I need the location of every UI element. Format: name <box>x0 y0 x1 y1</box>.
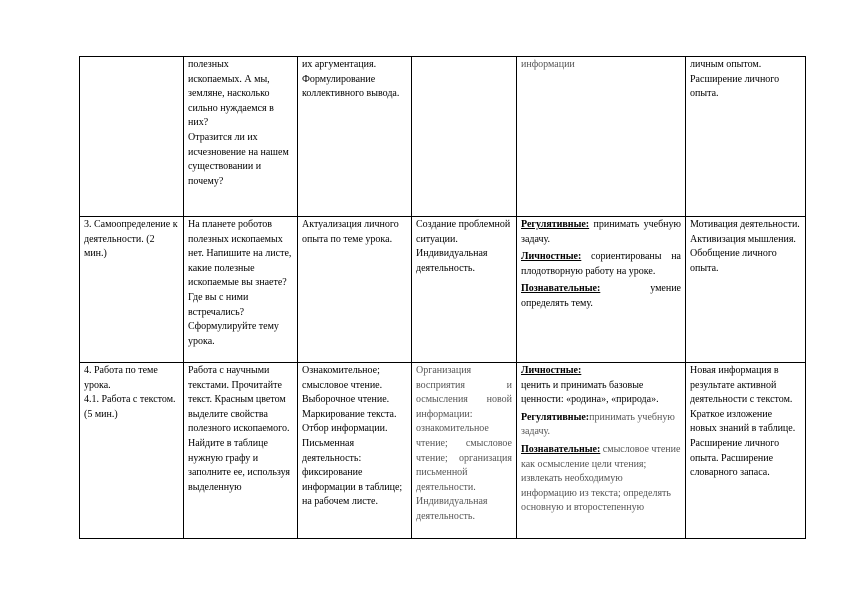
student-activity-cell <box>298 363 412 539</box>
cell-text: их аргументация. Формулирование коллективного вывода. <box>302 59 400 100</box>
uud-regulatory <box>521 218 681 247</box>
cell-text: 4.1. Работа с текстом. <box>84 394 176 406</box>
table-row <box>80 57 806 217</box>
table-row <box>80 217 806 363</box>
cell-text: Работа с научными текстами. Прочитайте текст. Красным цветом выделите свойства полезного ископаемого. Найдите в таблице нужную графу и заполните ее, используя выделенную <box>188 365 291 493</box>
cell-text: личным опытом. Расширение личного опыта. <box>690 59 780 100</box>
uud-label: Познавательные: <box>521 443 601 455</box>
cell-text: Актуализация личного опыта по теме урока. <box>302 219 399 245</box>
student-activity-cell <box>298 57 412 217</box>
lesson-plan-table <box>79 56 806 539</box>
cell-text: Ознакомительное; смысловое чтение. Выборочное чтение. Маркирование текста. Отбор информации. Письменная деятельность: фиксирование информации в таблице; на рабочем листе. <box>302 365 403 508</box>
stage-cell <box>80 57 184 217</box>
uud-personal <box>521 364 681 408</box>
cell-text: ископаемых. А мы, земляне, насколько сильно нуждаемся в них? <box>188 73 274 129</box>
cell-text: полезных <box>188 59 229 70</box>
uud-label: Регулятивные: <box>521 219 590 230</box>
uud-label: Регулятивные: <box>521 411 590 423</box>
results-cell <box>686 363 806 539</box>
cell-text: Новая информация в результате активной деятельности с текстом. Краткое изложение новых знаний в таблице. Расширение личного опыта. Расширение словарного запаса. <box>690 365 796 479</box>
uud-label: Познавательные: <box>521 283 601 295</box>
uud-regulatory <box>521 411 681 440</box>
forms-cell <box>412 217 517 363</box>
cell-text: Создание проблемной ситуации. Индивидуальная деятельность. <box>416 219 511 274</box>
stage-cell <box>80 217 184 363</box>
uud-text: сориентированы на плодотворную работу на уроке. <box>521 251 681 277</box>
uud-cell <box>517 363 686 539</box>
uud-cell <box>517 57 686 217</box>
uud-cognitive <box>521 443 681 516</box>
teacher-activity-cell <box>184 363 298 539</box>
cell-text: (5 мин.) <box>84 408 118 420</box>
teacher-activity-cell <box>184 217 298 363</box>
uud-label: Личностные: <box>521 251 582 263</box>
results-cell <box>686 57 806 217</box>
table-row <box>80 363 806 539</box>
cell-text: информации <box>521 59 575 70</box>
uud-cell <box>517 217 686 363</box>
uud-text: принимать учебную задачу. <box>521 219 681 245</box>
forms-cell <box>412 57 517 217</box>
cell-text: Организация восприятия и осмысления новой информации: ознакомительное чтение; смысловое чтение; организация письменной деятельности. Индивидуальная деятельность. <box>416 365 512 522</box>
uud-text: ценить и принимать базовые ценности: «родина», «природа». <box>521 379 659 406</box>
uud-text: смысловое чтение как осмысление цели чтения; извлекать необходимую информацию из текста; определять основную и второстепенную <box>521 443 681 514</box>
cell-text: 3. Самоопределение к деятельности. (2 мин.) <box>84 219 178 260</box>
stage-cell <box>80 363 184 539</box>
uud-cognitive <box>521 282 681 311</box>
student-activity-cell <box>298 217 412 363</box>
teacher-activity-cell <box>184 57 298 217</box>
uud-personal <box>521 250 681 279</box>
forms-cell <box>412 363 517 539</box>
results-cell <box>686 217 806 363</box>
cell-text: 4. Работа по теме урока. <box>84 365 158 391</box>
cell-text: На планете роботов полезных ископаемых нет. Напишите на листе, какие полезные ископаемые вы знаете? Где вы с ними встречались? Сформулируйте тему урока. <box>188 219 292 347</box>
cell-text: Отразится ли их исчезновение на нашем существовании и почему? <box>188 131 289 187</box>
uud-label: Личностные: <box>521 365 582 376</box>
cell-text: Мотивация деятельности. Активизация мышления. Обобщение личного опыта. <box>690 219 800 274</box>
uud-text: умение определять тему. <box>521 283 681 309</box>
uud-text: принимать учебную задачу. <box>521 411 675 438</box>
